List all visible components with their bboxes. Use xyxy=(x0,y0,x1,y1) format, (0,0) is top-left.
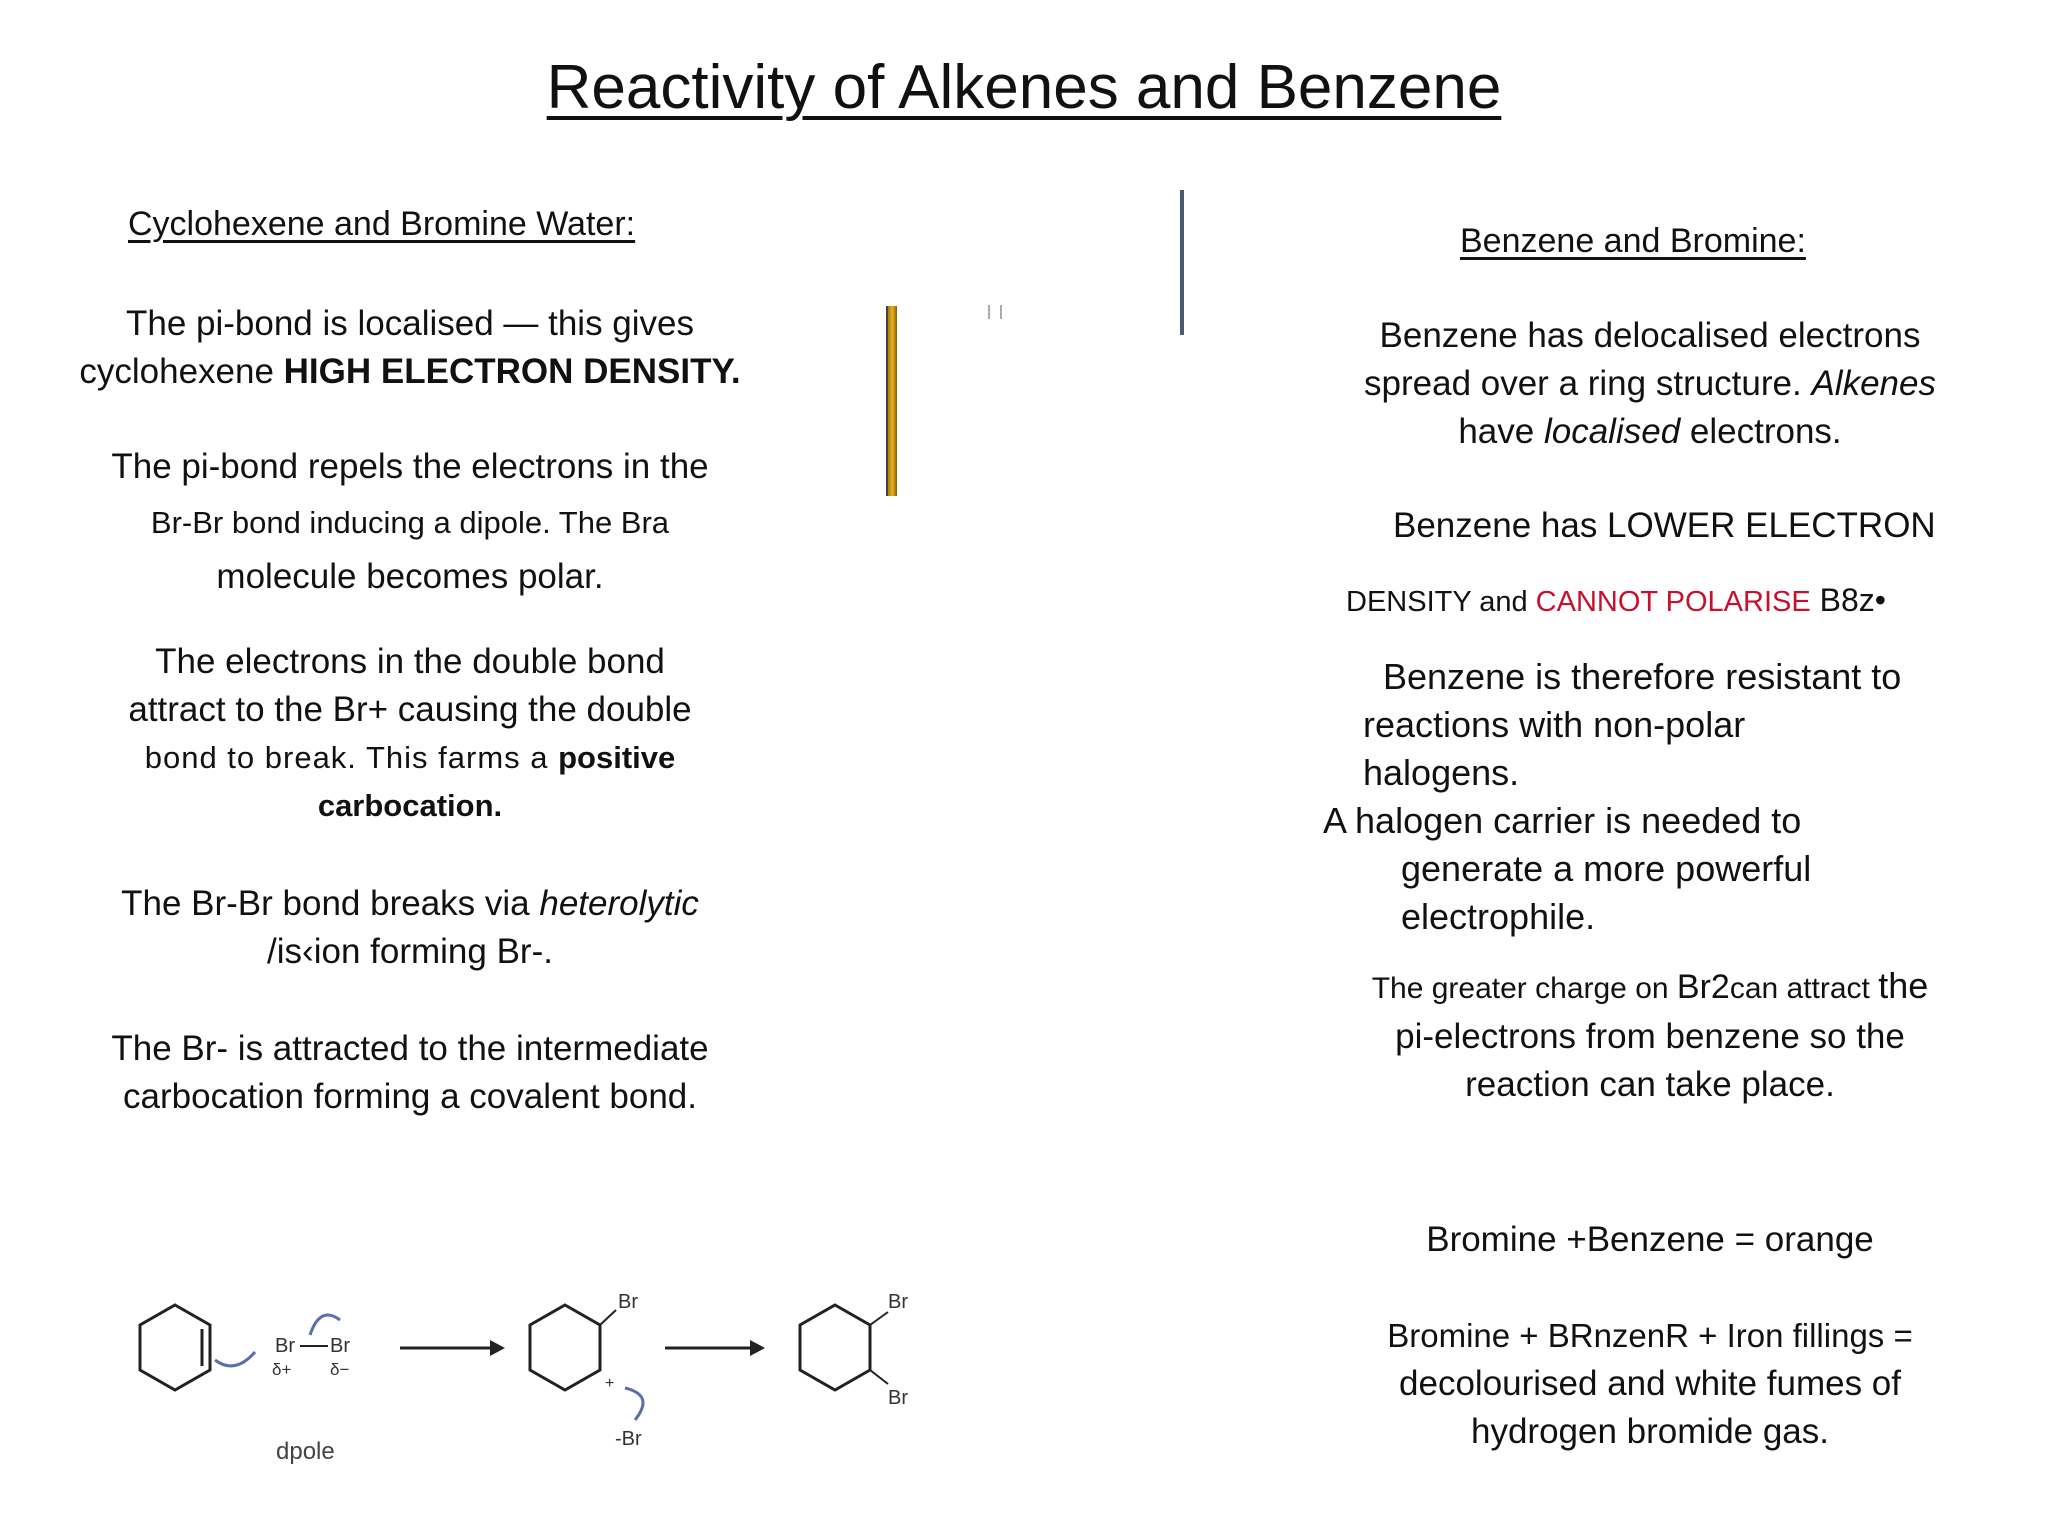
br-final-label-2: Br xyxy=(888,1387,908,1409)
bromide-anion-label: -Br xyxy=(615,1428,642,1450)
right-paragraph-1 xyxy=(1330,312,1970,456)
right-paragraph-3 xyxy=(1363,653,1901,797)
text-line: electrophile. xyxy=(1401,896,1596,937)
carbocation-ring xyxy=(530,1305,600,1390)
text-line: attract to the Br+ causing the double xyxy=(128,690,692,729)
curly-arrow-icon xyxy=(310,1315,340,1335)
text-line: decolourised and white fumes of xyxy=(1399,1364,1901,1403)
right-paragraph-5 xyxy=(1320,962,1980,1109)
delta-plus-label: δ+ xyxy=(272,1360,292,1379)
right-paragraph-6: Bromine +Benzene = orange xyxy=(1426,1220,1874,1259)
reaction-mechanism-diagram xyxy=(120,1280,950,1460)
right-heading: Benzene and Bromine: xyxy=(1460,222,1806,260)
text-line: The electrons in the double bond xyxy=(155,642,665,681)
text-line: halogens. xyxy=(1363,752,1520,793)
pencil-image-fragment xyxy=(886,306,897,496)
text-line xyxy=(1320,962,1980,1013)
text-span: cyclohexene xyxy=(79,352,284,391)
text-line: The pi-bond repels the electrons in the xyxy=(111,447,709,486)
br-label-2: Br xyxy=(330,1335,350,1357)
italic-text: localised xyxy=(1543,412,1681,451)
text-line: reaction can take place. xyxy=(1465,1065,1835,1104)
positive-charge-label: + xyxy=(605,1375,615,1392)
product-ring xyxy=(800,1305,870,1390)
text-span: can attract xyxy=(1729,972,1879,1005)
italic-text: heterolytic xyxy=(539,884,699,923)
br-product-label: Br xyxy=(618,1291,638,1313)
text-span: bond to break. This farms a xyxy=(144,740,559,775)
text-span: The Br-Br bond breaks via xyxy=(121,884,540,923)
italic-text: Alkenes xyxy=(1811,364,1936,403)
c-br-bond xyxy=(600,1310,616,1325)
left-paragraph-1 xyxy=(70,300,750,396)
text-span: DENSITY and xyxy=(1346,586,1536,618)
text-line: carbocation forming a covalent bond. xyxy=(123,1077,697,1116)
cannot-polarise-text: CANNOT POLARISE xyxy=(1535,586,1811,618)
text-line xyxy=(70,880,750,928)
text-line: Benzene has delocalised electrons xyxy=(1379,316,1921,355)
br-label-1: Br xyxy=(275,1335,295,1357)
left-paragraph-3 xyxy=(70,638,750,830)
bold-text: HIGH ELECTRON DENSITY. xyxy=(283,352,741,391)
right-paragraph-2-line-2 xyxy=(1346,582,1886,619)
right-paragraph-4 xyxy=(1323,797,1811,941)
bold-text: positive xyxy=(558,740,676,775)
text-line: pi-electrons from benzene so the xyxy=(1395,1017,1905,1056)
br-final-label-1: Br xyxy=(888,1291,908,1313)
arrowhead-icon xyxy=(490,1340,505,1356)
arrowhead-icon xyxy=(750,1340,765,1356)
c-br-bond xyxy=(870,1370,888,1384)
right-paragraph-2-line-1: Benzene has LOWER ELECTRON xyxy=(1393,506,1936,545)
left-paragraph-5 xyxy=(70,1025,750,1121)
text-line: /is‹ion forming Br-. xyxy=(267,932,553,971)
c-br-bond xyxy=(870,1312,888,1325)
text-line: generate a more powerful xyxy=(1401,848,1812,889)
curly-arrow-icon xyxy=(215,1352,255,1366)
text-line: Benzene is therefore resistant to xyxy=(1383,656,1902,697)
left-heading: Cyclohexene and Bromine Water: xyxy=(128,205,636,243)
quote-mark xyxy=(988,305,1002,319)
text-line: Br-Br bond inducing a dipole. The Bra xyxy=(150,505,670,540)
curly-arrow-icon xyxy=(625,1388,643,1420)
text-span: the xyxy=(1878,965,1929,1006)
text-line: Bromine + BRnzenR + Iron fillings = xyxy=(1387,1317,1913,1354)
text-span: spread over a ring structure. xyxy=(1364,364,1812,403)
text-line: molecule becomes polar. xyxy=(216,557,604,596)
text-line: hydrogen bromide gas. xyxy=(1471,1412,1829,1451)
delta-minus-label: δ− xyxy=(330,1360,350,1379)
diagram-caption: dpole xyxy=(276,1438,335,1465)
left-paragraph-2 xyxy=(70,443,750,601)
text-line xyxy=(1330,408,1970,456)
page-title: Reactivity of Alkenes and Benzene xyxy=(546,53,1502,122)
text-line xyxy=(70,734,750,782)
text-line: The Br- is attracted to the intermediate xyxy=(111,1029,709,1068)
bold-text: carbocation. xyxy=(317,788,503,823)
text-line: reactions with non-polar xyxy=(1363,704,1746,745)
left-paragraph-4 xyxy=(70,880,750,976)
text-line xyxy=(70,348,750,396)
text-line: A halogen carrier is needed to xyxy=(1323,800,1802,841)
cyclohexene-ring xyxy=(140,1305,210,1390)
text-span: Br2 xyxy=(1676,968,1730,1006)
text-span: electrons. xyxy=(1680,412,1842,451)
right-paragraph-7 xyxy=(1320,1312,1980,1456)
line-image-fragment xyxy=(1180,190,1184,335)
text-line xyxy=(1330,360,1970,408)
text-span: The greater charge on xyxy=(1371,972,1677,1005)
text-span: have xyxy=(1458,412,1544,451)
text-line xyxy=(70,782,750,830)
text-span: B8z• xyxy=(1810,582,1886,618)
text-line: The pi-bond is localised — this gives xyxy=(125,304,695,343)
